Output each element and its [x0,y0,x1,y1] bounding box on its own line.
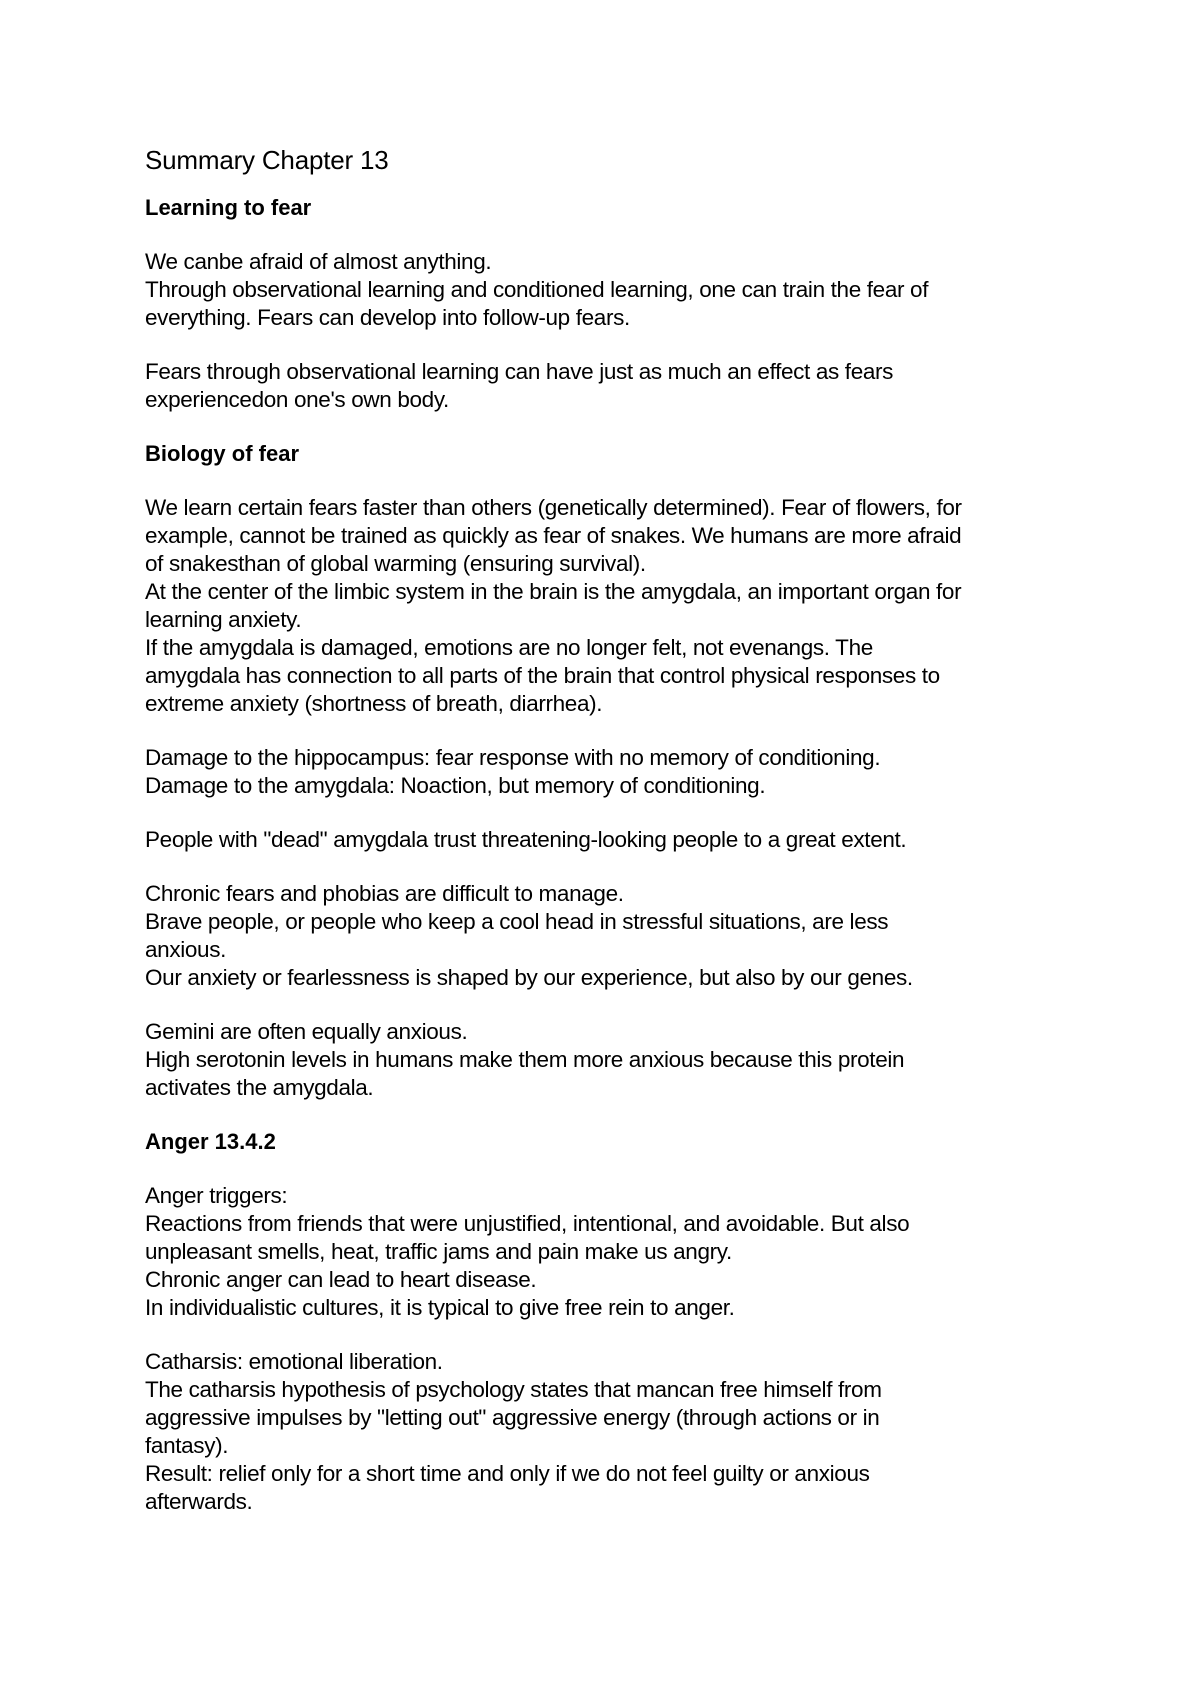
text-line: amygdala has connection to all parts of the brain that control physical responses to [145,663,940,688]
text-line: In individualistic cultures, it is typical to give free rein to anger. [145,1295,735,1320]
text-line: People with "dead" amygdala trust threatening-looking people to a great extent. [145,827,907,852]
text-line: Catharsis: emotional liberation. [145,1349,443,1374]
text-line: Damage to the amygdala: Noaction, but memory of conditioning. [145,773,766,798]
section-heading: Learning to fear [145,195,312,220]
text-line: unpleasant smells, heat, traffic jams and pain make us angry. [145,1239,732,1264]
text-line: If the amygdala is damaged, emotions are no longer felt, not evenangs. The [145,635,873,660]
text-line: Result: relief only for a short time and only if we do not feel guilty or anxious [145,1461,870,1486]
paragraph [145,248,1090,332]
text-line: Gemini are often equally anxious. [145,1019,468,1044]
text-line: We learn certain fears faster than others (genetically determined). Fear of flowers, for [145,495,962,520]
paragraph [145,1018,1090,1102]
paragraph [145,1182,1090,1322]
text-line: The catharsis hypothesis of psychology states that mancan free himself from [145,1377,882,1402]
text-line: At the center of the limbic system in the brain is the amygdala, an important organ for [145,579,962,604]
text-line: Damage to the hippocampus: fear response with no memory of conditioning. [145,745,881,770]
text-line: anxious. [145,937,227,962]
text-line: Fears through observational learning can have just as much an effect as fears [145,359,894,384]
section-heading: Anger 13.4.2 [145,1129,276,1154]
section-anger [145,1128,1090,1516]
text-line: Brave people, or people who keep a cool head in stressful situations, are less [145,909,889,934]
section-learning-to-fear [145,194,1090,414]
document-title: Summary Chapter 13 [145,145,389,175]
text-line: Our anxiety or fearlessness is shaped by our experience, but also by our genes. [145,965,913,990]
text-line: Anger triggers: [145,1183,288,1208]
text-line: learning anxiety. [145,607,302,632]
paragraph [145,826,1090,854]
text-line: activates the amygdala. [145,1075,374,1100]
text-line: We canbe afraid of almost anything. [145,249,492,274]
paragraph [145,1348,1090,1516]
text-line: extreme anxiety (shortness of breath, diarrhea). [145,691,603,716]
text-line: of snakesthan of global warming (ensuring survival). [145,551,646,576]
paragraph [145,494,1090,718]
text-line: High serotonin levels in humans make them more anxious because this protein [145,1047,905,1072]
paragraph [145,744,1090,800]
section-heading: Biology of fear [145,441,300,466]
text-line: aggressive impulses by "letting out" aggressive energy (through actions or in [145,1405,880,1430]
text-line: everything. Fears can develop into follow-up fears. [145,305,630,330]
text-line: Reactions from friends that were unjustified, intentional, and avoidable. But also [145,1211,910,1236]
text-line: example, cannot be trained as quickly as fear of snakes. We humans are more afraid [145,523,962,548]
text-line: Through observational learning and conditioned learning, one can train the fear of [145,277,929,302]
document-page [145,142,1090,1542]
text-line: Chronic anger can lead to heart disease. [145,1267,537,1292]
paragraph [145,880,1090,992]
text-line: Chronic fears and phobias are difficult to manage. [145,881,624,906]
section-biology-of-fear [145,440,1090,1102]
text-line: afterwards. [145,1489,253,1514]
paragraph [145,358,1090,414]
text-line: fantasy). [145,1433,229,1458]
text-line: experiencedon one's own body. [145,387,449,412]
